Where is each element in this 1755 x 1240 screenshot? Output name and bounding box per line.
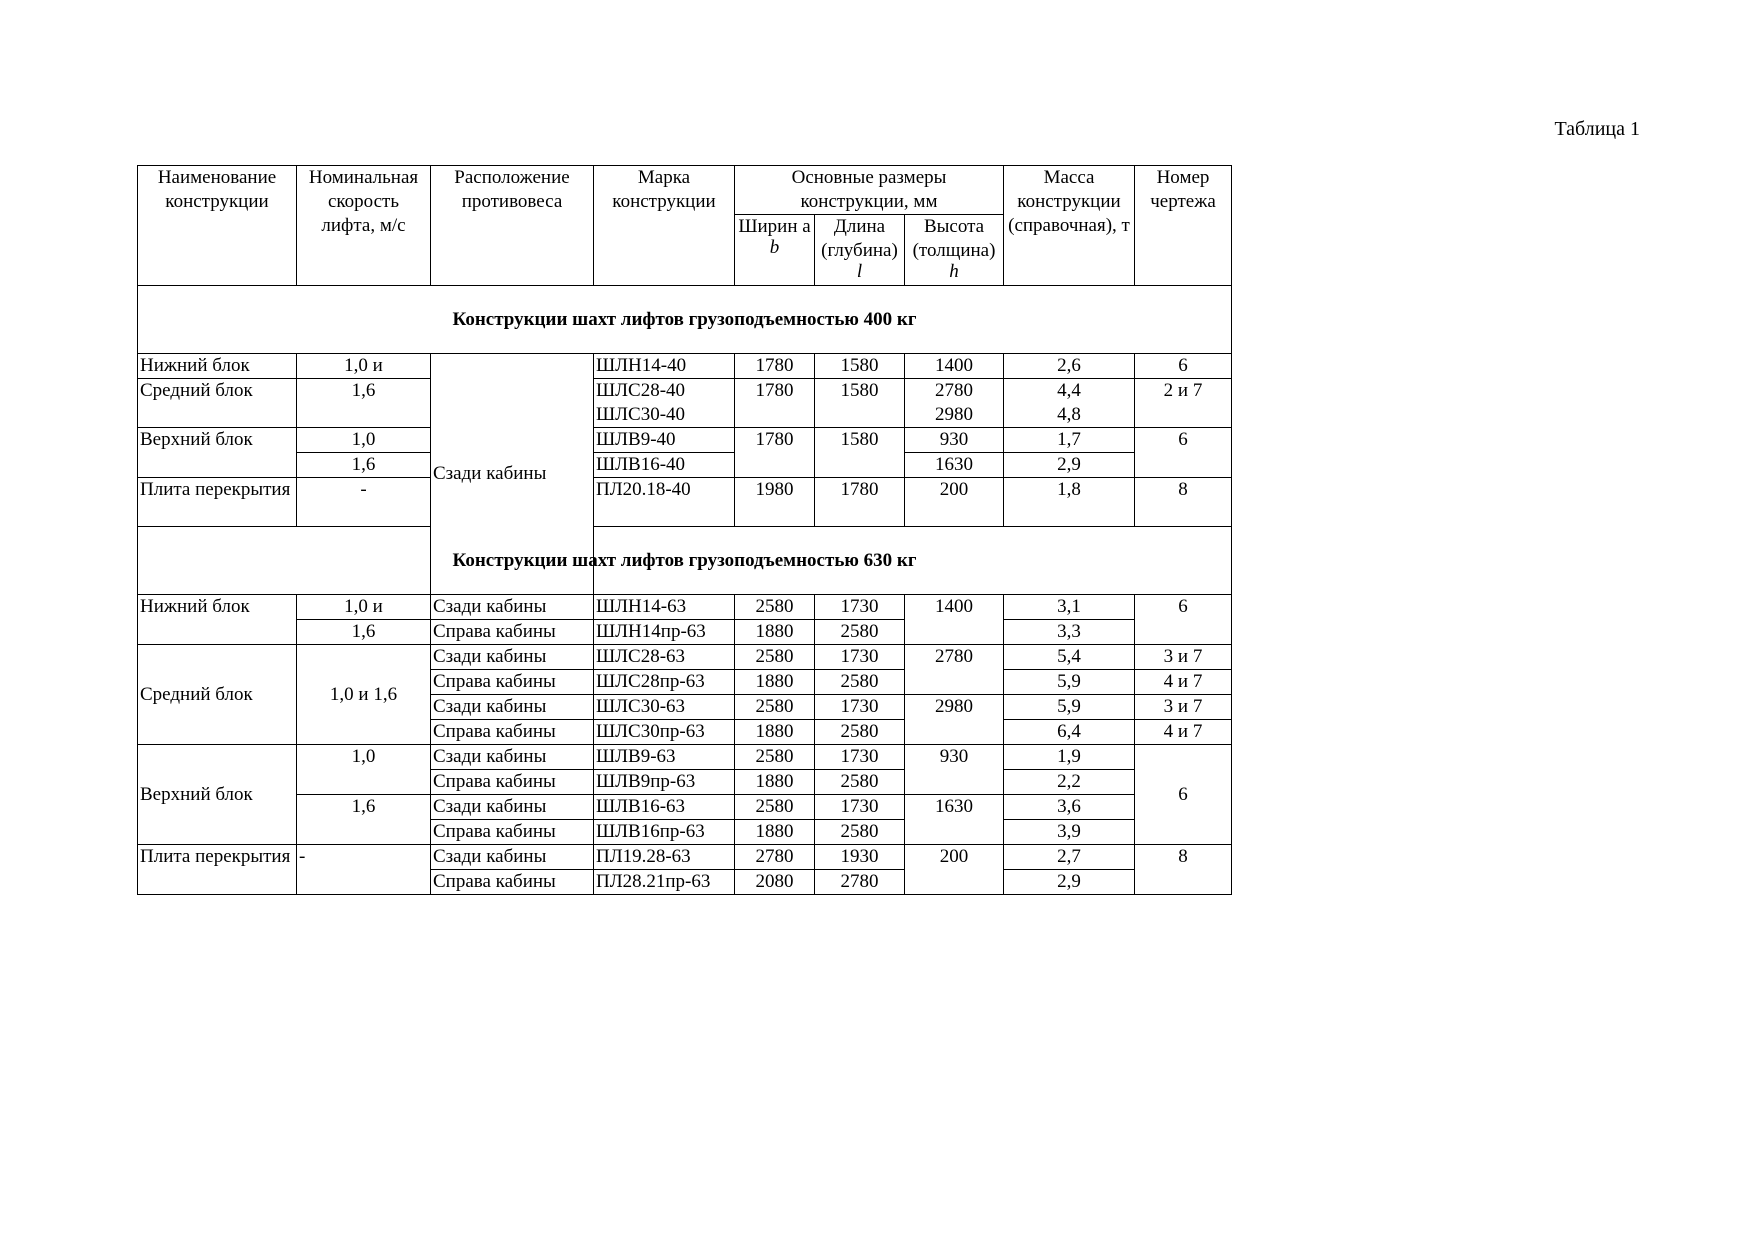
- cell-length: 2580: [815, 620, 905, 645]
- header-mass: Масса конструкции (справочная), т: [1004, 166, 1135, 286]
- cell-length: 1730: [815, 695, 905, 720]
- header-speed: Номинальная скорость лифта, м/с: [297, 166, 431, 286]
- cell-drawing: 6: [1135, 595, 1232, 645]
- cell-width: 2580: [735, 745, 815, 770]
- cell-counterweight: Сзади кабины: [431, 645, 594, 670]
- header-mark: Марка конструкции: [594, 166, 735, 286]
- cell-height: [905, 379, 1004, 428]
- cell-counterweight: Справа кабины: [431, 770, 594, 795]
- cell-width: 1780: [735, 379, 815, 428]
- cell-height: 930: [905, 745, 1004, 795]
- cell-mark: ШЛН14пр-63: [594, 620, 735, 645]
- cell-drawing: 6: [1135, 745, 1232, 845]
- cell-drawing: 4 и 7: [1135, 670, 1232, 695]
- cell-length: 2580: [815, 770, 905, 795]
- cell-counterweight: Справа кабины: [431, 870, 594, 895]
- cell-drawing: 6: [1135, 428, 1232, 478]
- cell-length: 1730: [815, 745, 905, 770]
- cell-name: Плита перекрытия: [138, 845, 297, 895]
- cell-drawing: 8: [1135, 845, 1232, 895]
- cell-counterweight: Справа кабины: [431, 620, 594, 645]
- cell-mark: ШЛВ9пр-63: [594, 770, 735, 795]
- cell-mark: ПЛ19.28-63: [594, 845, 735, 870]
- cell-drawing: 6: [1135, 354, 1232, 379]
- cell-width: 2580: [735, 695, 815, 720]
- cell-length: 1580: [815, 354, 905, 379]
- header-length-label: Длина (глубина): [821, 216, 898, 261]
- cell-mass: 1,9: [1004, 745, 1135, 770]
- cell-width: 1880: [735, 770, 815, 795]
- cell-name: Нижний блок: [138, 354, 297, 379]
- table-row: [138, 453, 1232, 478]
- cell-height: 1400: [905, 595, 1004, 645]
- header-name: Наименование конструкции: [138, 166, 297, 286]
- cell-mark: [594, 379, 735, 428]
- cell-speed: -: [297, 845, 431, 895]
- cell-speed: 1,0 и: [297, 354, 431, 379]
- cell-length: 1930: [815, 845, 905, 870]
- cell-height: 2780: [905, 645, 1004, 695]
- section-title-row: [138, 527, 1232, 595]
- cell-mass: 2,7: [1004, 845, 1135, 870]
- cell-mass: 3,3: [1004, 620, 1135, 645]
- cell-length: 1780: [815, 478, 905, 527]
- cell-length: 2780: [815, 870, 905, 895]
- cell-width: 1780: [735, 354, 815, 379]
- cell-mark: ШЛВ16пр-63: [594, 820, 735, 845]
- cell-mass: 5,4: [1004, 645, 1135, 670]
- table-row: [138, 795, 1232, 820]
- header-counterweight: Расположение противовеса: [431, 166, 594, 286]
- cell-speed: 1,6: [297, 795, 431, 845]
- cell-mark: ШЛН14-40: [594, 354, 735, 379]
- header-width: [735, 215, 815, 286]
- cell-width: 1880: [735, 670, 815, 695]
- cell-speed: 1,0 и 1,6: [297, 645, 431, 745]
- cell-mass: 5,9: [1004, 695, 1135, 720]
- cell-height: 200: [905, 845, 1004, 895]
- section-title-630: Конструкции шахт лифтов грузоподъемностью 630 кг: [138, 527, 1232, 595]
- table-caption: Таблица 1: [1554, 118, 1640, 140]
- cell-width: 2580: [735, 595, 815, 620]
- cell-name: Нижний блок: [138, 595, 297, 645]
- table-header-row: [138, 166, 1232, 215]
- table-row: [138, 745, 1232, 770]
- height-line: 2980: [935, 404, 973, 425]
- cell-name: Средний блок: [138, 379, 297, 428]
- cell-width: 1780: [735, 428, 815, 478]
- cell-length: 1730: [815, 645, 905, 670]
- cell-mass: [1004, 379, 1135, 428]
- section-title-row: [138, 286, 1232, 354]
- cell-speed: 1,0: [297, 428, 431, 453]
- cell-mass: 6,4: [1004, 720, 1135, 745]
- cell-speed: -: [297, 478, 431, 527]
- table-row: [138, 595, 1232, 620]
- cell-speed: 1,0 и: [297, 595, 431, 620]
- cell-drawing: 3 и 7: [1135, 645, 1232, 670]
- cell-length: 2580: [815, 820, 905, 845]
- cell-counterweight: Сзади кабины: [431, 595, 594, 620]
- cell-mass: 1,7: [1004, 428, 1135, 453]
- cell-mass: 2,6: [1004, 354, 1135, 379]
- cell-speed: 1,6: [297, 453, 431, 478]
- cell-name: Верхний блок: [138, 428, 297, 478]
- cell-height: 1630: [905, 795, 1004, 845]
- table-row: [138, 379, 1232, 428]
- cell-mass: 3,9: [1004, 820, 1135, 845]
- cell-drawing: 2 и 7: [1135, 379, 1232, 428]
- cell-length: 1580: [815, 428, 905, 478]
- cell-speed: 1,0: [297, 745, 431, 795]
- cell-length: 1580: [815, 379, 905, 428]
- cell-mark: ПЛ20.18-40: [594, 478, 735, 527]
- cell-mass: 2,9: [1004, 453, 1135, 478]
- cell-width: 2580: [735, 645, 815, 670]
- cell-name: Плита перекрытия: [138, 478, 297, 527]
- cell-mass: 1,8: [1004, 478, 1135, 527]
- table-row: [138, 428, 1232, 453]
- cell-mark: ШЛС28-63: [594, 645, 735, 670]
- cell-drawing: 3 и 7: [1135, 695, 1232, 720]
- height-line: 2780: [935, 380, 973, 401]
- cell-length: 2580: [815, 720, 905, 745]
- cell-mark: ШЛВ16-63: [594, 795, 735, 820]
- cell-drawing: 8: [1135, 478, 1232, 527]
- cell-mark: ШЛВ16-40: [594, 453, 735, 478]
- cell-width: 2080: [735, 870, 815, 895]
- cell-width: 2780: [735, 845, 815, 870]
- header-length: [815, 215, 905, 286]
- header-width-label: Ширин а: [738, 216, 811, 237]
- mass-line: 4,8: [1057, 404, 1081, 425]
- mark-line: ШЛС30-40: [596, 404, 686, 425]
- cell-mark: ПЛ28.21пр-63: [594, 870, 735, 895]
- header-dimensions: Основные размеры конструкции, мм: [735, 166, 1004, 215]
- cell-width: 1880: [735, 820, 815, 845]
- cell-name: Верхний блок: [138, 745, 297, 845]
- cell-height: 1400: [905, 354, 1004, 379]
- cell-mass: 2,2: [1004, 770, 1135, 795]
- cell-width: 1880: [735, 720, 815, 745]
- cell-counterweight: Справа кабины: [431, 670, 594, 695]
- table-row: [138, 354, 1232, 379]
- table-row: [138, 645, 1232, 670]
- cell-counterweight: Справа кабины: [431, 720, 594, 745]
- cell-mass: 2,9: [1004, 870, 1135, 895]
- cell-height: 1630: [905, 453, 1004, 478]
- cell-height: 2980: [905, 695, 1004, 745]
- cell-counterweight: Сзади кабины: [431, 745, 594, 770]
- table-row: [138, 620, 1232, 645]
- cell-counterweight: Сзади кабины: [431, 795, 594, 820]
- mass-line: 4,4: [1057, 380, 1081, 401]
- cell-mark: ШЛВ9-63: [594, 745, 735, 770]
- header-height-symbol: h: [949, 261, 959, 282]
- header-height: [905, 215, 1004, 286]
- cell-mass: 3,6: [1004, 795, 1135, 820]
- header-drawing: Номер чертежа: [1135, 166, 1232, 286]
- cell-length: 1730: [815, 795, 905, 820]
- cell-width: 1980: [735, 478, 815, 527]
- cell-speed: 1,6: [297, 379, 431, 428]
- cell-mark: ШЛС30-63: [594, 695, 735, 720]
- cell-height: 930: [905, 428, 1004, 453]
- cell-mark: ШЛВ9-40: [594, 428, 735, 453]
- header-width-symbol: b: [769, 237, 780, 258]
- cell-counterweight: Сзади кабины: [431, 845, 594, 870]
- cell-counterweight: Сзади кабины: [431, 354, 594, 595]
- mark-line: ШЛС28-40: [596, 380, 686, 401]
- table-row: [138, 845, 1232, 870]
- constructions-table: [137, 165, 1232, 895]
- header-height-label: Высота (толщина): [912, 216, 996, 261]
- cell-length: 1730: [815, 595, 905, 620]
- cell-counterweight: Сзади кабины: [431, 695, 594, 720]
- cell-speed: 1,6: [297, 620, 431, 645]
- cell-drawing: 4 и 7: [1135, 720, 1232, 745]
- table-row: [138, 478, 1232, 527]
- cell-length: 2580: [815, 670, 905, 695]
- header-length-symbol: l: [856, 261, 863, 282]
- cell-counterweight: Справа кабины: [431, 820, 594, 845]
- cell-mass: 5,9: [1004, 670, 1135, 695]
- cell-width: 2580: [735, 795, 815, 820]
- cell-name: Средний блок: [138, 645, 297, 745]
- cell-mass: 3,1: [1004, 595, 1135, 620]
- cell-mark: ШЛН14-63: [594, 595, 735, 620]
- cell-width: 1880: [735, 620, 815, 645]
- cell-mark: ШЛС30пр-63: [594, 720, 735, 745]
- cell-mark: ШЛС28пр-63: [594, 670, 735, 695]
- section-title-400: Конструкции шахт лифтов грузоподъемностью 400 кг: [138, 286, 1232, 354]
- cell-height: 200: [905, 478, 1004, 527]
